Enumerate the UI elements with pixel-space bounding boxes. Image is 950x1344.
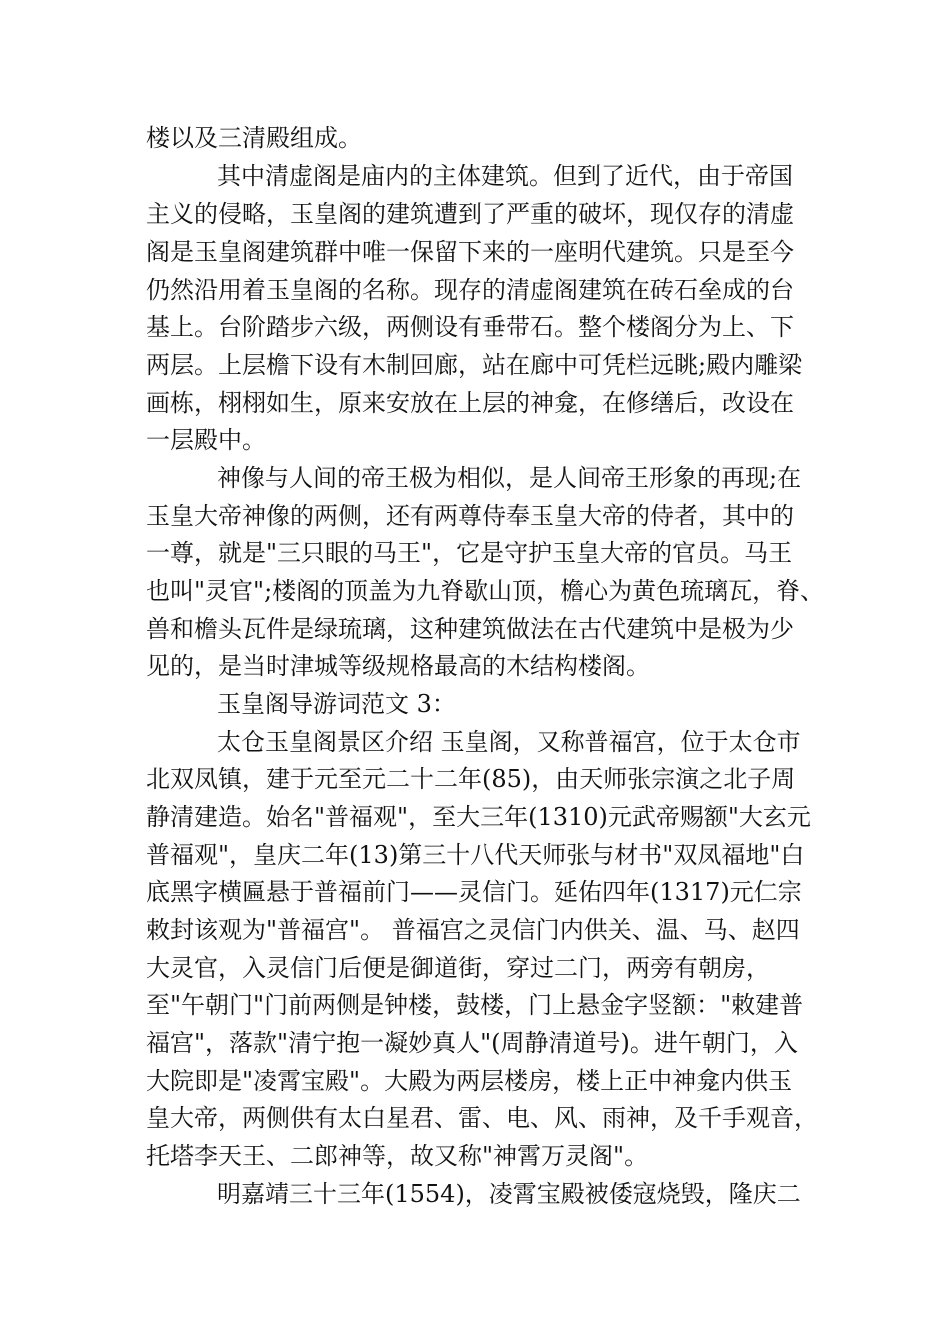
paragraph-start-line: 太仓玉皇阁景区介绍 玉皇阁，又称普福宫，位于太仓市 bbox=[217, 728, 801, 756]
text-line: 兽和檐头瓦件是绿琉璃，这种建筑做法在古代建筑中是极为少 bbox=[146, 615, 794, 643]
text-line: 福宫"，落款"清宁抱一凝妙真人"(周静清道号)。进午朝门，入 bbox=[146, 1029, 798, 1057]
text-line: 也叫"灵官";楼阁的顶盖为九脊歇山顶，檐心为黄色琉璃瓦，脊、 bbox=[146, 577, 825, 605]
section-heading: 玉皇阁导游词范文 3： bbox=[217, 690, 456, 718]
text-line: 皇大帝，两侧供有太白星君、雷、电、风、雨神，及千手观音， bbox=[146, 1104, 818, 1132]
paragraph-start-line: 明嘉靖三十三年(1554)，凌霄宝殿被倭寇烧毁，隆庆二 bbox=[217, 1180, 801, 1208]
text-line: 玉皇大帝神像的两侧，还有两尊侍奉玉皇大帝的侍者，其中的 bbox=[146, 502, 794, 530]
text-line: 主义的侵略，玉皇阁的建筑遭到了严重的破坏，现仅存的清虚 bbox=[146, 200, 794, 228]
text-line: 基上。台阶踏步六级，两侧设有垂带石。整个楼阁分为上、下 bbox=[146, 313, 794, 341]
paragraph-start-line: 其中清虚阁是庙内的主体建筑。但到了近代，由于帝国 bbox=[217, 162, 793, 190]
text-line: 北双凤镇，建于元至元二十二年(85)，由天师张宗演之北子周 bbox=[146, 765, 796, 793]
text-line: 楼以及三清殿组成。 bbox=[146, 124, 362, 152]
text-line: 一尊，就是"三只眼的马王"，它是守护玉皇大帝的官员。马王 bbox=[146, 539, 793, 567]
paragraph-start-line: 神像与人间的帝王极为相似，是人间帝王形象的再现;在 bbox=[217, 464, 802, 492]
text-line: 见的，是当时津城等级规格最高的木结构楼阁。 bbox=[146, 652, 650, 680]
text-line: 敕封该观为"普福宫"。 普福宫之灵信门内供关、温、马、赵四 bbox=[146, 916, 800, 944]
text-line: 静清建造。始名"普福观"，至大三年(1310)元武帝赐额"大玄元 bbox=[146, 803, 811, 831]
text-line: 两层。上层檐下设有木制回廊，站在廊中可凭栏远眺;殿内雕梁 bbox=[146, 351, 803, 379]
text-line: 普福观"，皇庆二年(13)第三十八代天师张与材书"双凤福地"白 bbox=[146, 841, 805, 869]
text-line: 托塔李天王、二郎神等，故又称"神霄万灵阁"。 bbox=[146, 1142, 649, 1170]
text-line: 至"午朝门"门前两侧是钟楼，鼓楼，门上悬金字竖额："敕建普 bbox=[146, 991, 804, 1019]
text-line: 仍然沿用着玉皇阁的名称。现存的清虚阁建筑在砖石垒成的台 bbox=[146, 276, 794, 304]
text-line: 大院即是"凌霄宝殿"。大殿为两层楼房，楼上正中神龛内供玉 bbox=[146, 1067, 793, 1095]
text-line: 一层殿中。 bbox=[146, 426, 266, 454]
text-line: 阁是玉皇阁建筑群中唯一保留下来的一座明代建筑。只是至今 bbox=[146, 238, 794, 266]
text-line: 底黑字横匾悬于普福前门——灵信门。延佑四年(1317)元仁宗 bbox=[146, 878, 802, 906]
text-line: 大灵官，入灵信门后便是御道街，穿过二门，两旁有朝房， bbox=[146, 954, 770, 982]
text-line: 画栋，栩栩如生，原来安放在上层的神龛，在修缮后，改设在 bbox=[146, 389, 794, 417]
